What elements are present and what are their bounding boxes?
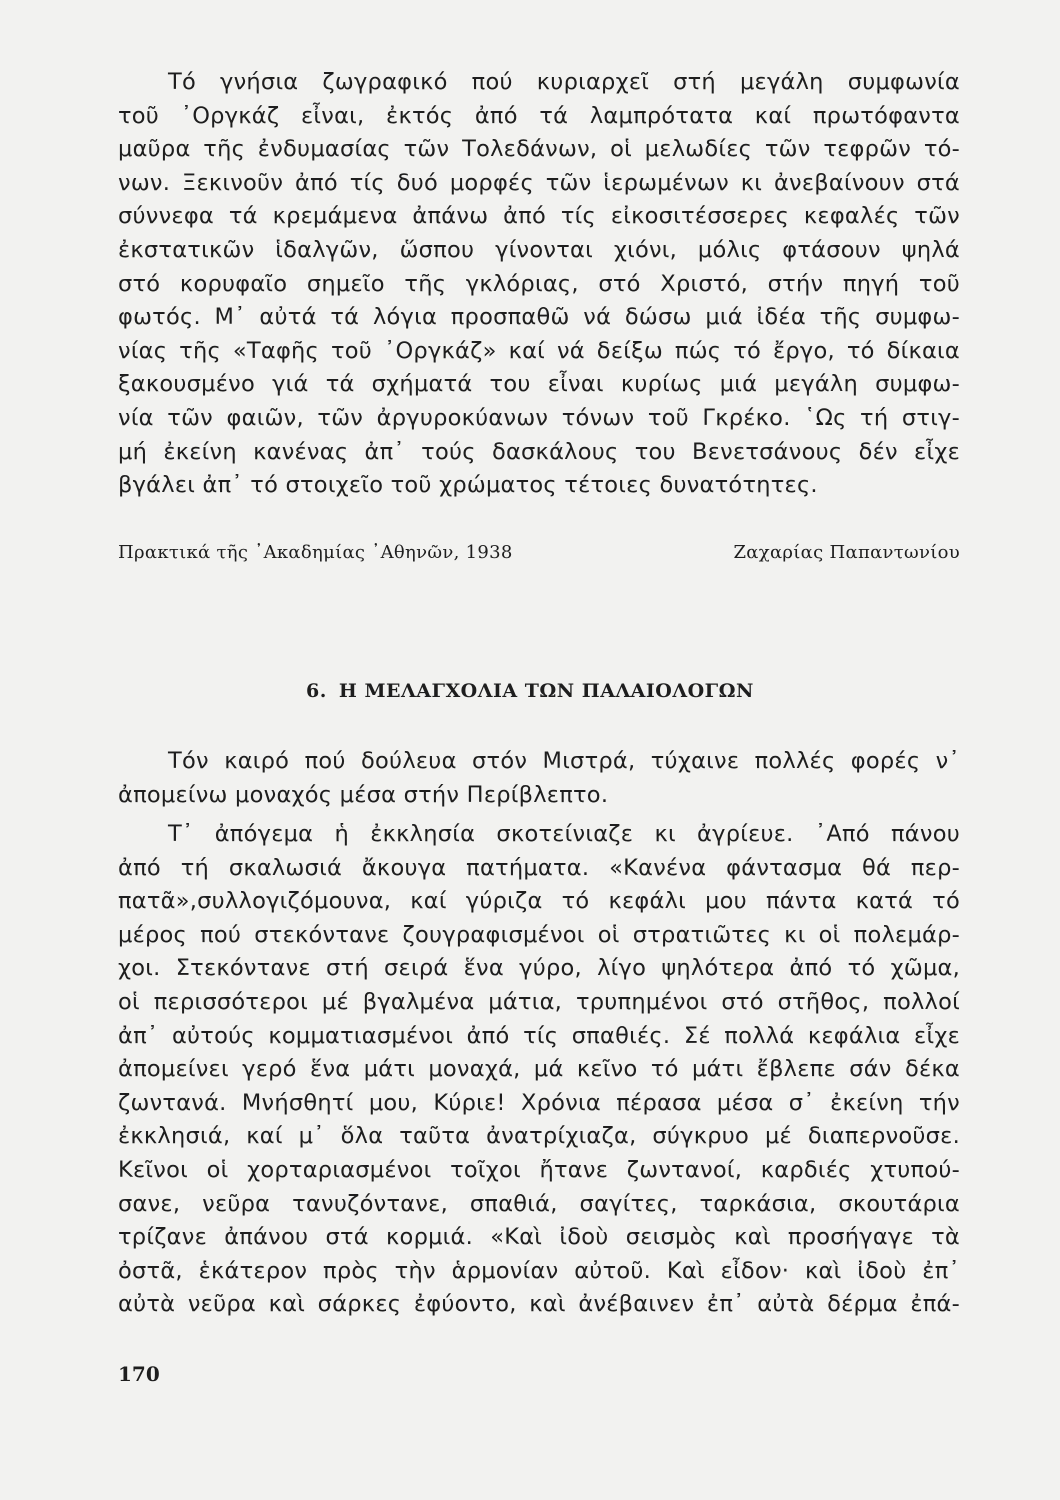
- text-line: μή ἐκείνη κανένας ἀπ᾽ τούς δασκάλους του Βενετσάνους δέν εἶχε: [118, 438, 960, 465]
- text-line: ἐκστατικῶν ἱδαλγῶν, ὥσπου γίνονται χιόνι, μόλις φτάσουν ψηλά: [118, 236, 960, 263]
- paragraph-orgaz: [118, 66, 960, 503]
- section-title: Η ΜΕΛΑΓΧΟΛΙΑ ΤΩΝ ΠΑΛΑΙΟΛΟΓΩΝ: [338, 680, 754, 702]
- text-line: Τόν καιρό πού δούλευα στόν Μιστρά, τύχαινε πολλές φορές ν᾽: [168, 748, 960, 774]
- text-line: ἐκκλησιά, καί μ᾽ ὅλα ταῦτα ἀνατρίχιαζα, σύγκρυο μέ διαπερνοῦσε.: [118, 1123, 960, 1150]
- text-line: τρίζανε ἀπάνου στά κορμιά. «Καὶ ἰδοὺ σεισμὸς καὶ προσήγαγε τὰ: [118, 1224, 960, 1251]
- text-line: νίας τῆς «Ταφῆς τοῦ ᾽Οργκάζ» καί νά δείξω πώς τό ἔργο, τό δίκαια: [118, 337, 960, 364]
- text-line: Τ᾽ ἀπόγεμα ἡ ἐκκλησία σκοτείνιαζε κι ἀγρίευε. ᾽Από πάνου: [168, 821, 960, 847]
- text-line: χοι. Στεκόντανε στή σειρά ἕνα γύρο, λίγο ψηλότερα ἀπό τό χῶμα,: [118, 955, 960, 982]
- page-number: 170: [118, 1362, 160, 1386]
- citation-source: Πρακτικά τῆς ᾽Ακαδημίας ᾽Αθηνῶν, 1938: [118, 542, 513, 563]
- text-line: ἀπομείνει γερό ἕνα μάτι μοναχά, μά κεῖνο τό μάτι ἔβλεπε σάν δέκα: [118, 1056, 960, 1083]
- paragraph-peribleptos: [118, 818, 960, 1322]
- text-line: ξακουσμένο γιά τά σχήματά του εἶναι κυρίως μιά μεγάλη συμφω-: [118, 371, 960, 398]
- section-number: 6.: [306, 680, 327, 702]
- text-line: ἀπ᾽ αὐτούς κομματιασμένοι ἀπό τίς σπαθιές. Σέ πολλά κεφάλια εἶχε: [118, 1022, 960, 1049]
- paragraph-mistra: [118, 745, 960, 812]
- text-line: φωτός. Μ᾽ αὐτά τά λόγια προσπαθῶ νά δώσω μιά ἰδέα τῆς συμφω-: [118, 304, 960, 331]
- text-line: αὐτὰ νεῦρα καὶ σάρκες ἐφύοντο, καὶ ἀνέβαινεν ἐπ᾽ αὐτὰ δέρμα ἐπά-: [118, 1291, 960, 1318]
- text-line: ἀπό τή σκαλωσιά ἄκουγα πατήματα. «Κανένα φάντασμα θά περ-: [118, 854, 960, 881]
- text-line: σύννεφα τά κρεμάμενα ἀπάνω ἀπό τίς εἰκοσιτέσσερες κεφαλές τῶν: [118, 203, 960, 230]
- text-line: ζωντανά. Μνήσθητί μου, Κύριε! Χρόνια πέρασα μέσα σ᾽ ἐκείνη τήν: [118, 1089, 960, 1116]
- text-line: μαῦρα τῆς ἐνδυμασίας τῶν Τολεδάνων, οἱ μελωδίες τῶν τεφρῶν τό-: [118, 136, 960, 163]
- text-line: Κεῖνοι οἱ χορταριασμένοι τοῖχοι ἤτανε ζωντανοί, καρδιές χτυπού-: [118, 1156, 960, 1183]
- citation-author: Ζαχαρίας Παπαντωνίου: [733, 542, 960, 563]
- text-line: στό κορυφαῖο σημεῖο τῆς γκλόριας, στό Χριστό, στήν πηγή τοῦ: [118, 270, 960, 297]
- text-line: μέρος πού στεκόντανε ζουγραφισμένοι οἱ στρατιῶτες κι οἱ πολεμάρ-: [118, 921, 960, 948]
- text-line: βγάλει ἀπ᾽ τό στοιχεῖο τοῦ χρώματος τέτοιες δυνατότητες.: [118, 472, 818, 499]
- text-line: νων. Ξεκινοῦν ἀπό τίς δυό μορφές τῶν ἱερωμένων κι ἀνεβαίνουν στά: [118, 169, 960, 196]
- text-line: σανε, νεῦρα τανυζόντανε, σπαθιά, σαγίτες, ταρκάσια, σκουτάρια: [118, 1190, 960, 1217]
- text-line: Τό γνήσια ζωγραφικό πού κυριαρχεῖ στή μεγάλη συμφωνία: [168, 69, 960, 95]
- citation: [118, 542, 960, 563]
- text-line: πατᾶ»,συλλογιζόμουνα, καί γύριζα τό κεφάλι μου πάντα κατά τό: [118, 888, 960, 915]
- text-line: ὀστᾶ, ἑκάτερον πρὸς τὴν ἁρμονίαν αὐτοῦ. Καὶ εἶδον· καὶ ἰδοὺ ἐπ᾽: [118, 1257, 960, 1284]
- section-heading: [0, 680, 1060, 702]
- text-line: οἱ περισσότεροι μέ βγαλμένα μάτια, τρυπημένοι στό στῆθος, πολλοί: [118, 988, 960, 1015]
- text-line: τοῦ ᾽Οργκάζ εἶναι, ἐκτός ἀπό τά λαμπρότατα καί πρωτόφαντα: [118, 102, 960, 129]
- text-line: ἀπομείνω μοναχός μέσα στήν Περίβλεπτο.: [118, 781, 609, 808]
- text-line: νία τῶν φαιῶν, τῶν ἀργυροκύανων τόνων τοῦ Γκρέκο. ῾Ως τή στιγ-: [118, 404, 960, 431]
